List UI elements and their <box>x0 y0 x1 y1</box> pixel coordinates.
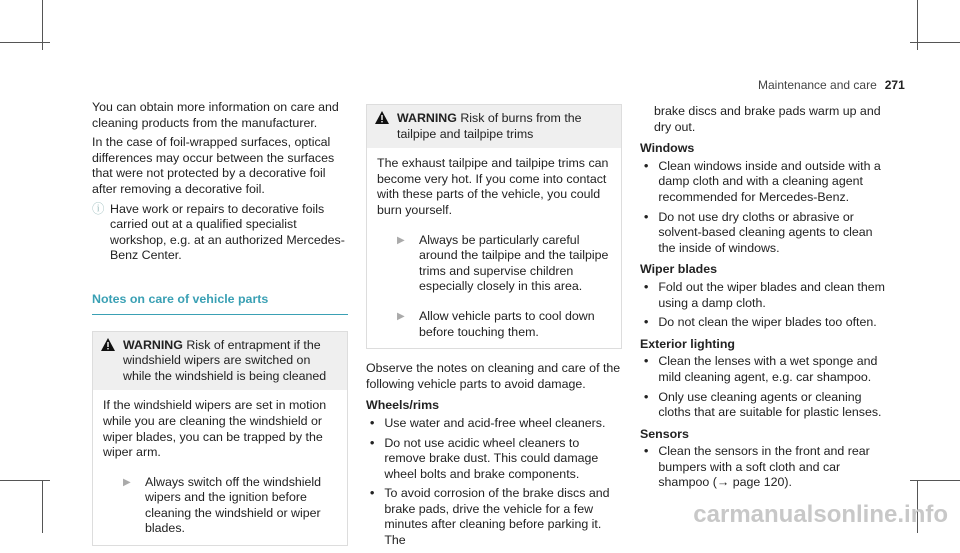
warning-head-text: Risk of burns from the tailpipe and tailpipe trims <box>397 111 582 141</box>
action-text: Allow vehicle parts to cool down before touching them. <box>419 308 595 339</box>
crop-mark <box>42 0 43 50</box>
list-item: • To avoid corrosion of the brake discs and brake pads, drive the vehicle for a few minutes after cleaning before parking it. The <box>370 486 610 548</box>
warning-text: If the windshield wipers are set in motion while you are cleaning the windshield or wiper blades, you can be trapped by the wiper arm. <box>103 398 327 460</box>
arrow-icon: ▶ <box>123 476 131 488</box>
action-step <box>397 233 611 295</box>
warning-triangle-icon <box>375 111 391 142</box>
list-item: • Clean the sensors in the front and rear bumpers with a soft cloth and car shampoo (→ page 120). <box>644 444 870 490</box>
paragraph: You can obtain more information on care and cleaning products from the manufacturer. <box>92 100 339 130</box>
bullet-list <box>640 354 890 420</box>
list-item: • Do not use dry cloths or abrasive or solvent-based cleaning agents to clean the inside of windows. <box>644 209 873 255</box>
warning-box <box>92 331 348 547</box>
running-header <box>758 78 905 92</box>
subheading: Sensors <box>640 426 689 441</box>
action-step <box>397 309 611 340</box>
watermark: carmanualsonline.info <box>693 501 948 528</box>
list-item: • Clean windows inside and outside with a damp cloth and with a cleaning agent recommended for Mercedes-Benz. <box>644 158 881 204</box>
warning-text: The exhaust tailpipe and tailpipe trims can become very hot. If you come into contact with these parts of the vehicle, you could burn yourself. <box>377 156 609 217</box>
tip-note <box>92 202 348 264</box>
crop-mark <box>917 0 918 50</box>
warning-head-text: Risk of entrapment if the windshield wipers are switched on while the windshield is being cleaned <box>123 337 327 383</box>
paragraph: brake discs and brake pads warm up and dry out. <box>654 104 881 134</box>
column-1 <box>92 100 348 546</box>
subheading: Exterior lighting <box>640 336 735 351</box>
crop-mark <box>42 480 43 533</box>
subheading: Windows <box>640 141 695 156</box>
warning-body <box>93 390 347 545</box>
info-icon: ⓘ <box>92 201 105 216</box>
list-item: • Use water and acid-free wheel cleaners. <box>370 415 606 430</box>
bullet-list <box>640 444 890 491</box>
subheading: Wheels/rims <box>366 398 439 413</box>
list-item: • Do not use acidic wheel cleaners to remove brake dust. This could damage wheel bolts and brake components. <box>370 435 599 481</box>
paragraph: In the case of foil-wrapped surfaces, optical differences may occur between the surfaces that were not protected by a decorative foil after removing a decorative foil. <box>92 135 335 196</box>
action-step <box>123 475 337 537</box>
warning-label: WARNING <box>123 337 183 352</box>
section-title: Notes on care of vehicle parts <box>92 292 348 315</box>
header-title: Maintenance and care <box>758 78 877 92</box>
subheading: Wiper blades <box>640 262 718 277</box>
bullet-list <box>366 416 622 549</box>
list-item: • Clean the lenses with a wet sponge and mild cleaning agent, e.g. car shampoo. <box>644 354 878 384</box>
page-number: 271 <box>884 78 905 92</box>
column-2 <box>366 104 622 553</box>
warning-box <box>366 104 622 349</box>
warning-label: WARNING <box>397 111 457 125</box>
action-text: Always be particularly careful around the tailpipe and the tailpipe trims and supervise children especially closely in this area. <box>419 232 609 294</box>
list-item: • Only use cleaning agents or cleaning cloths that are suitable for plastic lenses. <box>644 389 882 420</box>
list-item: • Do not clean the wiper blades too often. <box>644 315 877 330</box>
arrow-icon: ▶ <box>397 234 405 246</box>
arrow-icon: ▶ <box>397 310 405 322</box>
bullet-list <box>640 280 890 331</box>
bullet-list <box>640 159 890 257</box>
paragraph: Observe the notes on cleaning and care of the following vehicle parts to avoid damage. <box>366 361 621 391</box>
warning-triangle-icon <box>101 338 117 385</box>
warning-header <box>367 105 621 148</box>
action-text: Always switch off the windshield wipers and the ignition before cleaning the windshield or wiper blades. <box>145 474 322 536</box>
warning-body <box>367 148 621 348</box>
list-item: • Fold out the wiper blades and clean them using a damp cloth. <box>644 279 885 310</box>
column-3 <box>640 104 890 495</box>
warning-header <box>93 332 347 391</box>
tip-text: Have work or repairs to decorative foils carried out at a qualified specialist workshop, e.g. at an authorized Mercedes-Benz Center. <box>110 201 345 263</box>
